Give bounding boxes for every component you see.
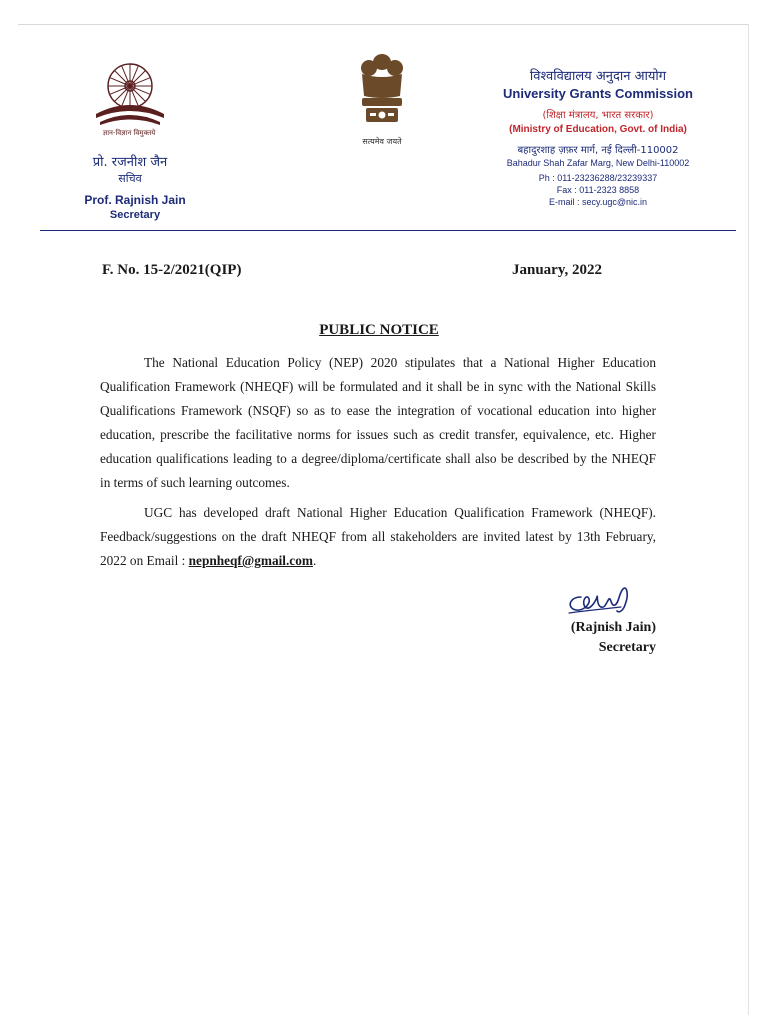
paragraph-2-end: .	[312, 553, 317, 568]
contact-email: E-mail : secy.ugc@nic.in	[549, 197, 647, 207]
paragraph-2-text: UGC has developed draft National Higher Education Qualification Framework (NHEQF). Feedback/suggestions on the draft NHEQF from all stakeholders are invited latest by 13th February, 2022 on Email :	[100, 505, 656, 568]
ugc-logo-motto: ज्ञान-विज्ञान विमुक्तये	[102, 129, 156, 137]
notice-heading: PUBLIC NOTICE	[319, 322, 439, 338]
emblem-motto: सत्यमेव जयते	[362, 137, 402, 146]
org-name-hindi: विश्वविद्यालय अनुदान आयोग	[529, 69, 667, 84]
signatory-name: (Rajnish Jain)	[570, 620, 656, 635]
ugc-logo-icon	[90, 52, 170, 132]
secretary-name-english: Prof. Rajnish Jain	[84, 193, 186, 207]
ministry-hindi: (शिक्षा मंत्रालय, भारत सरकार)	[542, 110, 654, 121]
notice-paragraph-1: The National Education Policy (NEP) 2020 stipulates that a National Higher Education Qualification Framework (NHEQF) will be formulated and it shall be in sync with the National Skills Qualifications Framework (NSQF) so as to ease the integration of vocational education into higher education, prescribe the facilitative norms for issues such as credit transfer, equivalence, etc. Higher education qualifications leading to a degree/diploma/certificate shall also be described by the NHEQF in terms of such learning outcomes.	[100, 355, 656, 490]
secretary-title-hindi: सचिव	[118, 172, 142, 185]
fax-number: Fax : 011-2323 8858	[556, 185, 640, 195]
notice-date: January, 2022	[512, 262, 603, 278]
notice-paragraph-2	[100, 501, 656, 573]
national-emblem-icon	[354, 50, 410, 134]
signatory-title: Secretary	[598, 640, 656, 655]
organization-block	[488, 66, 708, 209]
handwritten-signature	[563, 583, 635, 621]
address-hindi: बहादुरशाह ज़फ़र मार्ग, नई दिल्ली-110002	[517, 145, 679, 156]
phone-number: Ph : 011-23236288/23239337	[538, 173, 658, 183]
feedback-email-link[interactable]: nepnheqf@gmail.com	[188, 553, 313, 568]
header-divider	[40, 230, 736, 231]
file-number: F. No. 15-2/2021(QIP)	[102, 262, 242, 278]
secretary-name-hindi: प्रो. रजनीश जैन	[92, 155, 168, 170]
address-english: Bahadur Shah Zafar Marg, New Delhi-110002	[506, 158, 690, 168]
ministry-english: (Ministry of Education, Govt. of India)	[509, 124, 687, 135]
org-name-english: University Grants Commission	[503, 86, 693, 101]
secretary-title-english: Secretary	[109, 209, 161, 221]
